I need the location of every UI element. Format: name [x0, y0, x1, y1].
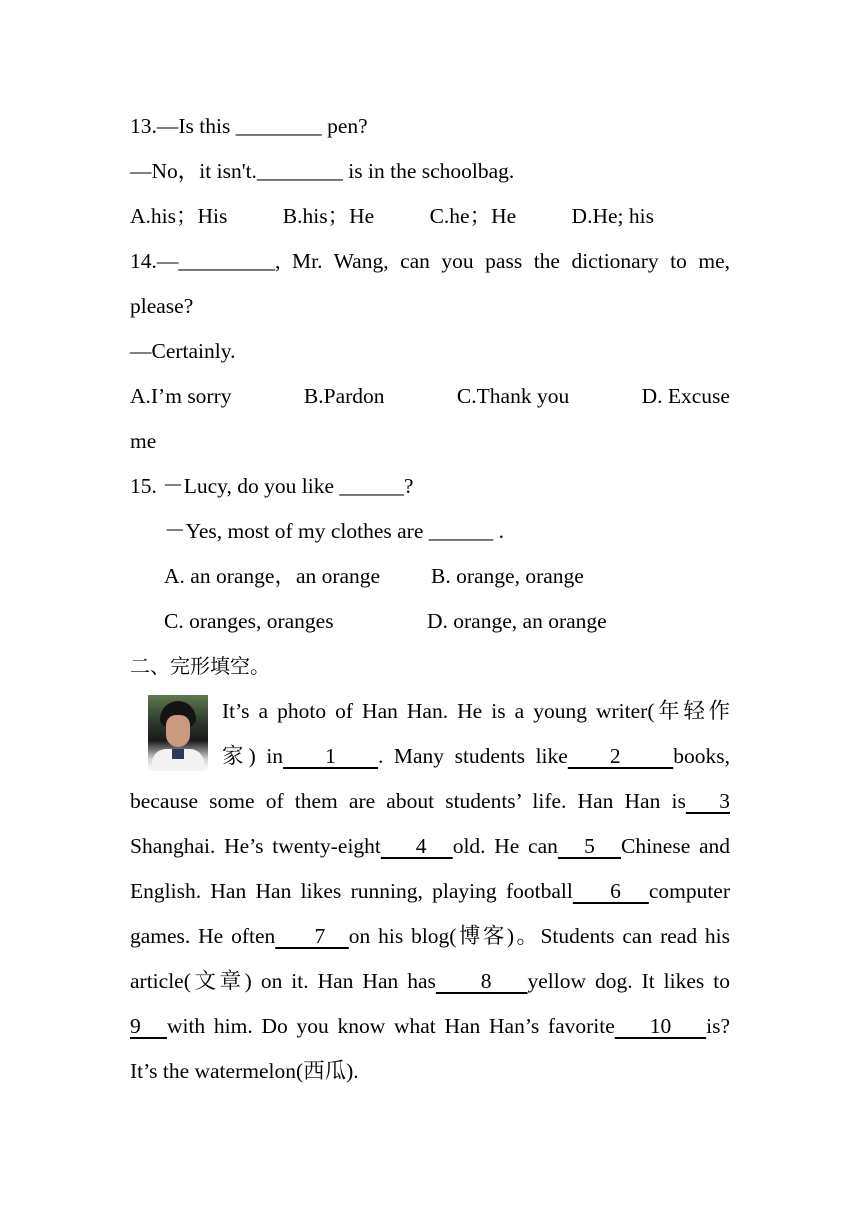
- worksheet-page: [130, 104, 730, 1094]
- q14-option-b: B.Pardon: [303, 384, 385, 408]
- q14-option-d: D. Excuse: [641, 384, 730, 408]
- q13-option-c: C.he；He: [429, 204, 517, 228]
- passage-line2: 家) in 1 . Many students like 2 books,: [222, 744, 731, 768]
- q15-stem: 15. －Lucy, do you like ______?: [130, 474, 414, 498]
- passage-line9: It’s the watermelon(西瓜).: [130, 1059, 359, 1083]
- q14-stem-line2: please?: [130, 294, 194, 318]
- q15-options-row2: [130, 599, 730, 644]
- blank-3: 3: [685, 789, 731, 813]
- blank-1: 1: [283, 744, 378, 768]
- portrait-photo-icon: [148, 695, 208, 771]
- q14-options: [130, 374, 730, 419]
- blank-5: 5: [557, 834, 621, 858]
- passage-line5: English. Han Han likes running, playing football 6 computer: [130, 879, 731, 903]
- passage-line6: games. He often 7 on his blog(博客)。Students can read his: [130, 924, 731, 948]
- q15-option-a: A. an orange，an orange: [164, 564, 381, 588]
- section2-heading: 二、完形填空。: [130, 654, 270, 678]
- q15-option-d: D. orange, an orange: [427, 609, 607, 633]
- q14-option-a: A.I’m sorry: [130, 384, 232, 408]
- passage-line4: Shanghai. He’s twenty-eight 4 old. He can 5 Chinese and: [130, 834, 731, 858]
- passage-line7: article(文章) on it. Han Han has 8 yellow dog. It likes to: [130, 969, 730, 993]
- q14-option-c: C.Thank you: [456, 384, 570, 408]
- q14-options-wrap: me: [130, 429, 157, 453]
- q14-reply: —Certainly.: [130, 339, 236, 363]
- passage-line3: because some of them are about students’ life. Han Han is 3: [130, 789, 731, 813]
- q15-options-row1: [130, 554, 730, 599]
- q13-option-d: D.He; his: [571, 204, 654, 228]
- blank-4: 4: [380, 834, 453, 858]
- blank-2: 2: [567, 744, 674, 768]
- q13-options: [130, 194, 654, 239]
- q15-reply: －Yes, most of my clothes are ______ .: [164, 519, 505, 543]
- q13-option-b: B.his；He: [282, 204, 375, 228]
- q13-option-a: A.his；His: [130, 204, 228, 228]
- blank-10: 10: [614, 1014, 707, 1038]
- q13-line2: —No，it isn't.________ is in the schoolbag.: [130, 159, 515, 183]
- blank-7: 7: [275, 924, 349, 948]
- q13-stem: 13.—Is this ________ pen?: [130, 114, 368, 138]
- blank-6: 6: [572, 879, 649, 903]
- passage-line8: 9 with him. Do you know what Han Han’s favorite 10 is?: [130, 1014, 731, 1038]
- blank-8: 8: [435, 969, 528, 993]
- blank-9: 9: [130, 1014, 167, 1038]
- q15-option-b: B. orange, orange: [431, 564, 584, 588]
- q14-stem-line1: 14.—_________, Mr. Wang, can you pass the dictionary to me,: [130, 249, 730, 273]
- q15-option-c: C. oranges, oranges: [164, 609, 334, 633]
- passage-line1: It’s a photo of Han Han. He is a young writer(年轻作: [222, 699, 730, 723]
